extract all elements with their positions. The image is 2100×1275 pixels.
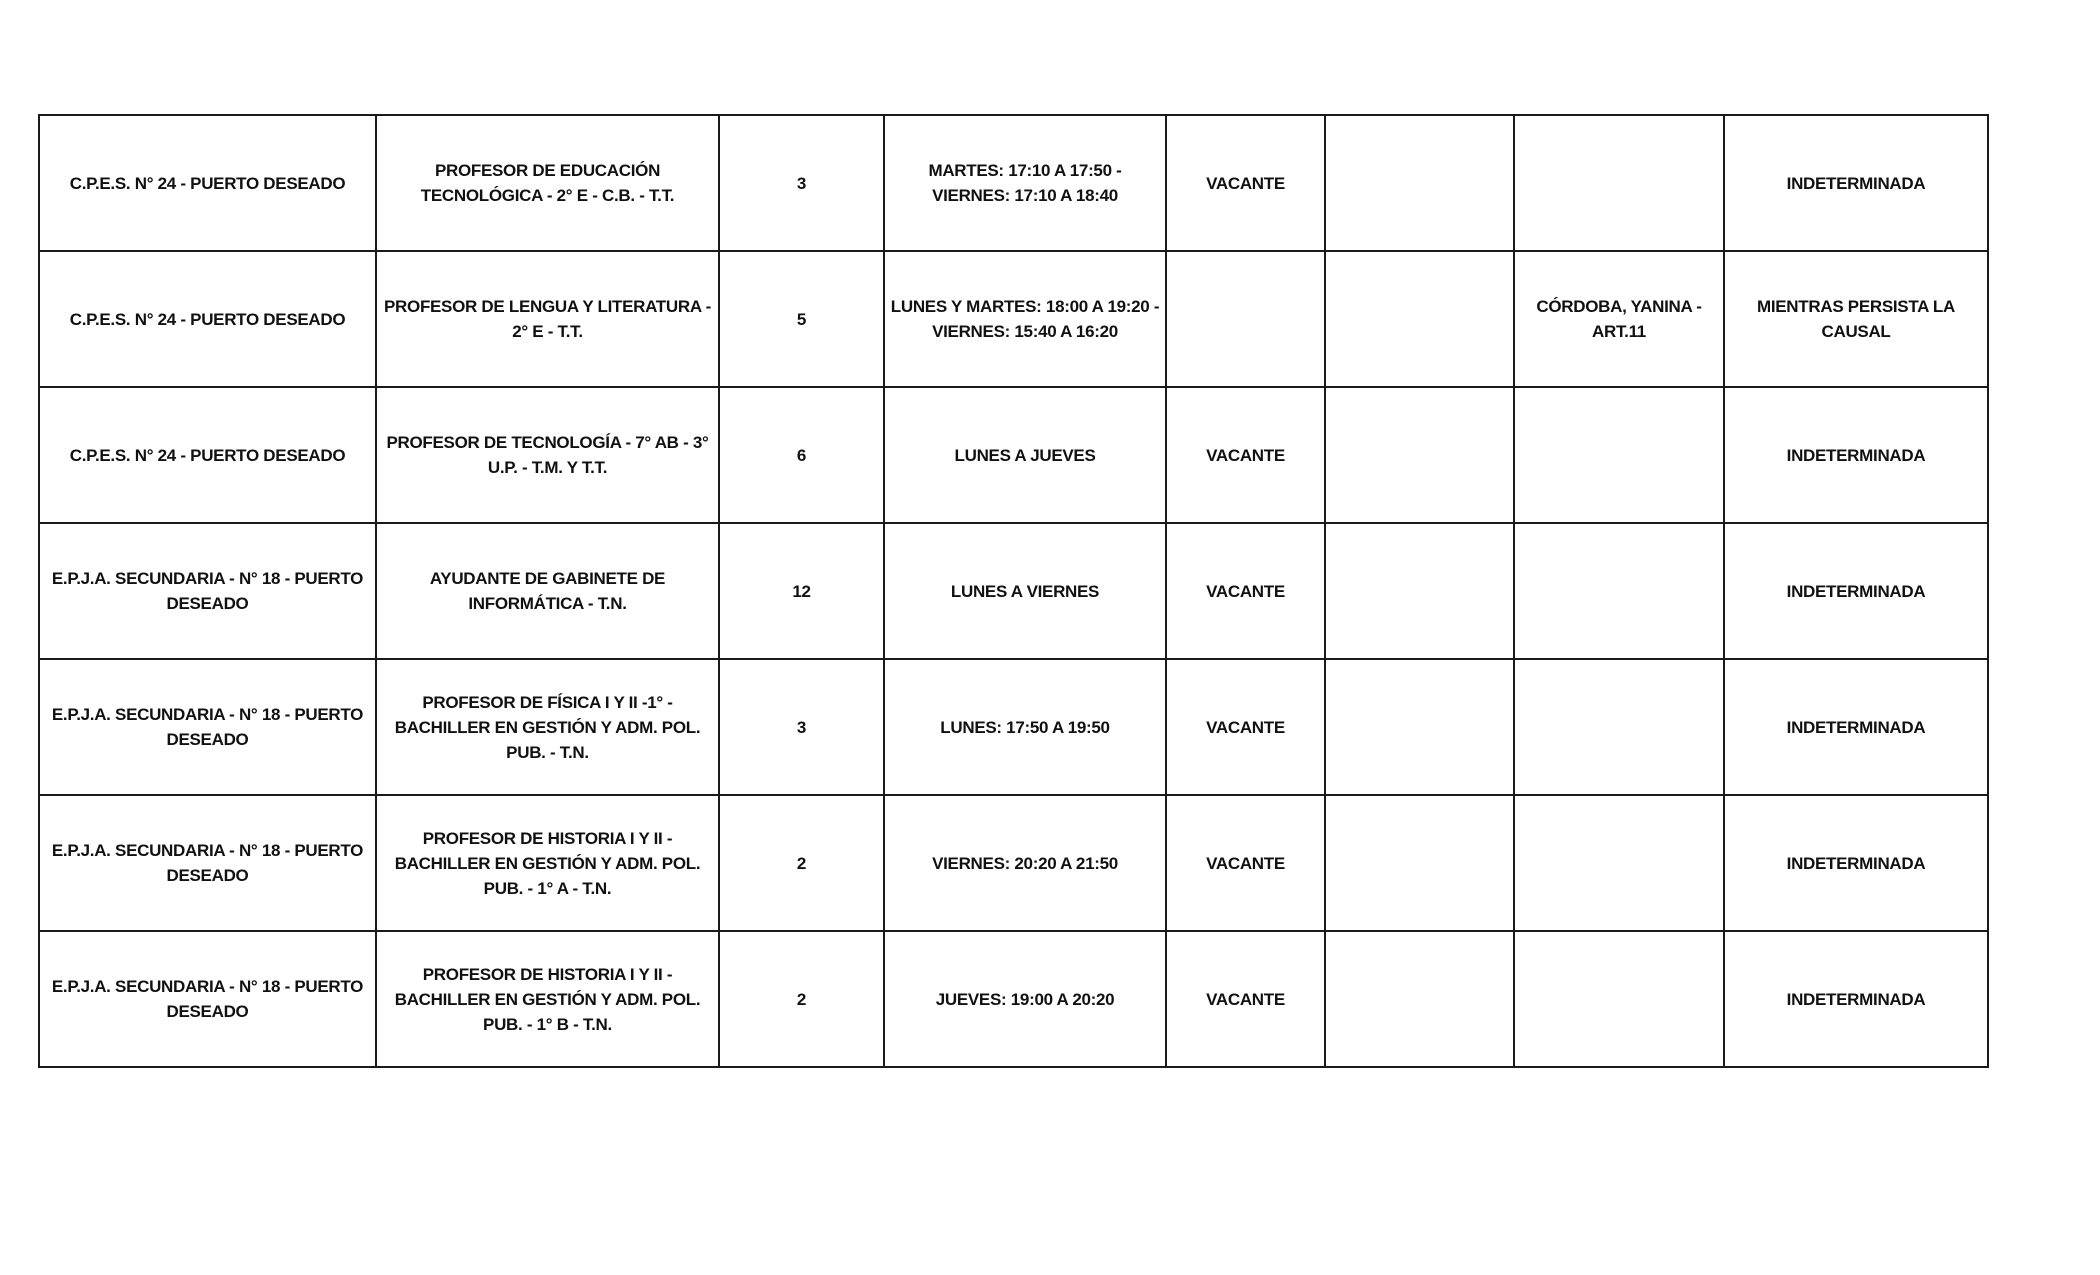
schedule-cell: LUNES A JUEVES [884, 387, 1166, 523]
holder-cell [1514, 931, 1724, 1067]
duration-cell: INDETERMINADA [1724, 387, 1988, 523]
empty-cell [1325, 251, 1514, 387]
holder-cell [1514, 387, 1724, 523]
table-row [39, 523, 1988, 659]
school-cell: E.P.J.A. SECUNDARIA - N° 18 - PUERTO DESEADO [39, 659, 376, 795]
hours-cell: 12 [719, 523, 884, 659]
schedule-cell: MARTES: 17:10 A 17:50 - VIERNES: 17:10 A 18:40 [884, 115, 1166, 251]
status-cell: VACANTE [1166, 523, 1325, 659]
empty-cell [1325, 115, 1514, 251]
holder-cell: CÓRDOBA, YANINA - ART.11 [1514, 251, 1724, 387]
holder-cell [1514, 523, 1724, 659]
duration-cell: INDETERMINADA [1724, 523, 1988, 659]
schedule-cell: LUNES Y MARTES: 18:00 A 19:20 - VIERNES: 15:40 A 16:20 [884, 251, 1166, 387]
holder-cell [1514, 795, 1724, 931]
hours-cell: 2 [719, 931, 884, 1067]
status-cell: VACANTE [1166, 795, 1325, 931]
status-cell: VACANTE [1166, 115, 1325, 251]
hours-cell: 2 [719, 795, 884, 931]
empty-cell [1325, 659, 1514, 795]
schedule-cell: JUEVES: 19:00 A 20:20 [884, 931, 1166, 1067]
status-cell [1166, 251, 1325, 387]
position-cell: PROFESOR DE HISTORIA I Y II - BACHILLER EN GESTIÓN Y ADM. POL. PUB. - 1° B - T.N. [376, 931, 719, 1067]
duration-cell: INDETERMINADA [1724, 931, 1988, 1067]
empty-cell [1325, 387, 1514, 523]
hours-cell: 3 [719, 659, 884, 795]
school-cell: E.P.J.A. SECUNDARIA - N° 18 - PUERTO DESEADO [39, 795, 376, 931]
schedule-cell: LUNES: 17:50 A 19:50 [884, 659, 1166, 795]
hours-cell: 3 [719, 115, 884, 251]
table-row [39, 659, 1988, 795]
status-cell: VACANTE [1166, 387, 1325, 523]
holder-cell [1514, 115, 1724, 251]
position-cell: PROFESOR DE EDUCACIÓN TECNOLÓGICA - 2° E - C.B. - T.T. [376, 115, 719, 251]
table-row [39, 115, 1988, 251]
vacancies-table [38, 114, 1989, 1068]
school-cell: C.P.E.S. N° 24 - PUERTO DESEADO [39, 115, 376, 251]
duration-cell: MIENTRAS PERSISTA LA CAUSAL [1724, 251, 1988, 387]
duration-cell: INDETERMINADA [1724, 115, 1988, 251]
school-cell: E.P.J.A. SECUNDARIA - N° 18 - PUERTO DESEADO [39, 523, 376, 659]
school-cell: C.P.E.S. N° 24 - PUERTO DESEADO [39, 251, 376, 387]
position-cell: PROFESOR DE FÍSICA I Y II -1° -BACHILLER EN GESTIÓN Y ADM. POL. PUB. - T.N. [376, 659, 719, 795]
holder-cell [1514, 659, 1724, 795]
position-cell: PROFESOR DE LENGUA Y LITERATURA - 2° E - T.T. [376, 251, 719, 387]
status-cell: VACANTE [1166, 931, 1325, 1067]
school-cell: E.P.J.A. SECUNDARIA - N° 18 - PUERTO DESEADO [39, 931, 376, 1067]
schedule-cell: LUNES A VIERNES [884, 523, 1166, 659]
duration-cell: INDETERMINADA [1724, 795, 1988, 931]
table-row [39, 251, 1988, 387]
schedule-cell: VIERNES: 20:20 A 21:50 [884, 795, 1166, 931]
status-cell: VACANTE [1166, 659, 1325, 795]
empty-cell [1325, 523, 1514, 659]
table-row [39, 795, 1988, 931]
position-cell: PROFESOR DE TECNOLOGÍA - 7° AB - 3° U.P. - T.M. Y T.T. [376, 387, 719, 523]
table-row [39, 931, 1988, 1067]
position-cell: PROFESOR DE HISTORIA I Y II - BACHILLER EN GESTIÓN Y ADM. POL. PUB. - 1° A - T.N. [376, 795, 719, 931]
table-row [39, 387, 1988, 523]
empty-cell [1325, 795, 1514, 931]
school-cell: C.P.E.S. N° 24 - PUERTO DESEADO [39, 387, 376, 523]
duration-cell: INDETERMINADA [1724, 659, 1988, 795]
empty-cell [1325, 931, 1514, 1067]
position-cell: AYUDANTE DE GABINETE DE INFORMÁTICA - T.N. [376, 523, 719, 659]
hours-cell: 5 [719, 251, 884, 387]
hours-cell: 6 [719, 387, 884, 523]
